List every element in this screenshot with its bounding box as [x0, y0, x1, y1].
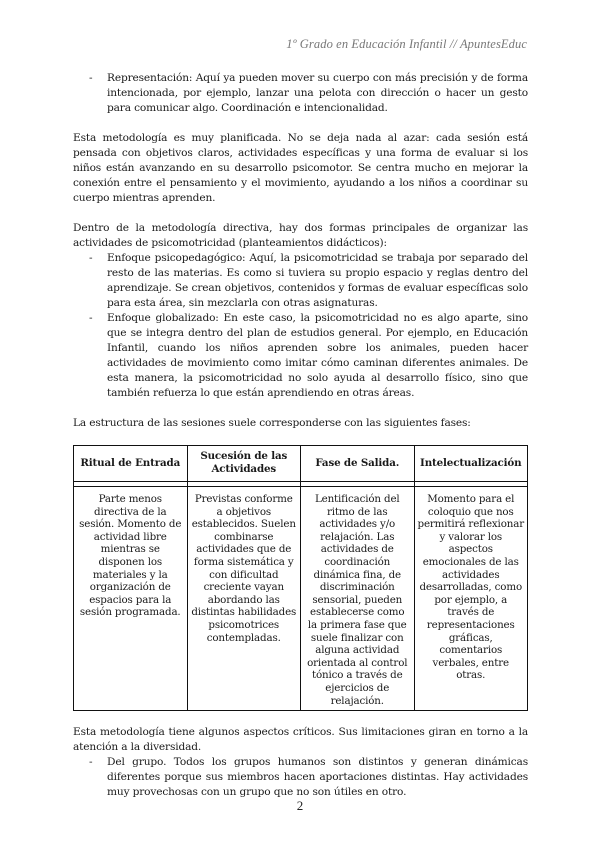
table-row	[74, 487, 528, 711]
page-header: 1º Grado en Educación Infantil // ApuntesEduc	[286, 37, 527, 51]
header-sucesion-actividades: Sucesión de las Actividades	[187, 446, 301, 482]
header-intelectualizacion: Intelectualización	[414, 446, 528, 482]
page-number: 2	[296, 798, 304, 813]
paragraph-aspectos-criticos: Esta metodología tiene algunos aspectos críticos. Sus limitaciones giran en torno a la atención a la diversidad.	[73, 726, 528, 754]
bullet-representacion: - Representación: Aquí ya pueden mover su cuerpo con más precisión y de forma intencionada, por ejemplo, lanzar una pelota con dirección o hacer un gesto para comunicar algo. Coordinación e intencionalidad.	[73, 71, 528, 116]
page-content	[73, 71, 528, 800]
paragraph-planificada: Esta metodología es muy planificada. No se deja nada al azar: cada sesión está pensada con objetivos claros, actividades específicas y una forma de evaluar si los niños están avanzando en su desarrollo psicomotor. Se centra mucho en mejorar la conexión entre el pensamiento y el movimiento, ayudando a los niños a coordinar su cuerpo mientras aprenden.	[73, 132, 528, 204]
cell-fase-salida: Lentificación del ritmo de las actividades y/o relajación. Las actividades de coordinación dinámica fina, de discriminación sensorial, pueden establecerse como la primera fase que suele finalizar con alguna actividad orientada al control tónico a través de ejercicios de relajación.	[301, 487, 415, 711]
session-phases-table	[73, 445, 528, 711]
bullet-del-grupo: - Del grupo. Todos los grupos humanos son distintos y generan dinámicas diferentes porque sus miembros hacen aportaciones distintas. Hay actividades muy provechosas con un grupo que no son útiles en otro.	[73, 755, 528, 800]
cell-sucesion-actividades: Previstas conforme a objetivos establecidos. Suelen combinarse actividades que de forma sistemática y con dificultad creciente vayan abordando las distintas habilidades psicomotrices contempladas.	[187, 487, 301, 711]
cell-ritual-entrada: Parte menos directiva de la sesión. Momento de actividad libre mientras se disponen los materiales y la organización de espacios para la sesión programada.	[74, 487, 188, 711]
table-header-row	[74, 446, 528, 482]
cell-intelectualizacion: Momento para el coloquio que nos permitirá reflexionar y valorar los aspectos emocionales de las actividades desarrolladas, como por ejemplo, a través de representaciones gráficas, comentarios verbales, entre otras.	[414, 487, 528, 711]
paragraph-metodologia-directiva: Dentro de la metodología directiva, hay dos formas principales de organizar las actividades de psicomotricidad (planteamientos didácticos):	[73, 222, 528, 249]
critical-aspects-list	[73, 755, 528, 800]
bullet-enfoque-psicopedagogico: - Enfoque psicopedagógico: Aquí, la psicomotricidad se trabaja por separado del resto de las materias. Es como si tuviera su propio espacio y reglas dentro del aprendizaje. Se crean objetivos, contenidos y formas de evaluar específicas solo para esta área, sin mezclarla con otras asignaturas.	[73, 251, 528, 311]
header-ritual-entrada: Ritual de Entrada	[74, 446, 188, 482]
approaches-list	[73, 251, 528, 401]
paragraph-estructura-sesiones: La estructura de las sesiones suele corresponderse con las siguientes fases:	[73, 417, 471, 429]
bullet-enfoque-globalizado: - Enfoque globalizado: En este caso, la psicomotricidad no es algo aparte, sino que se integra dentro del plan de estudios general. Por ejemplo, en Educación Infantil, cuando los niños aprenden sobre los animales, pueden hacer actividades de movimiento como imitar cómo caminan diferentes animales. De esta manera, la psicomotricidad no solo ayuda al desarrollo físico, sino que también refuerza lo que están aprendiendo en otras áreas.	[73, 311, 528, 401]
intro-bullet-list	[73, 71, 528, 116]
header-fase-salida: Fase de Salida.	[301, 446, 415, 482]
